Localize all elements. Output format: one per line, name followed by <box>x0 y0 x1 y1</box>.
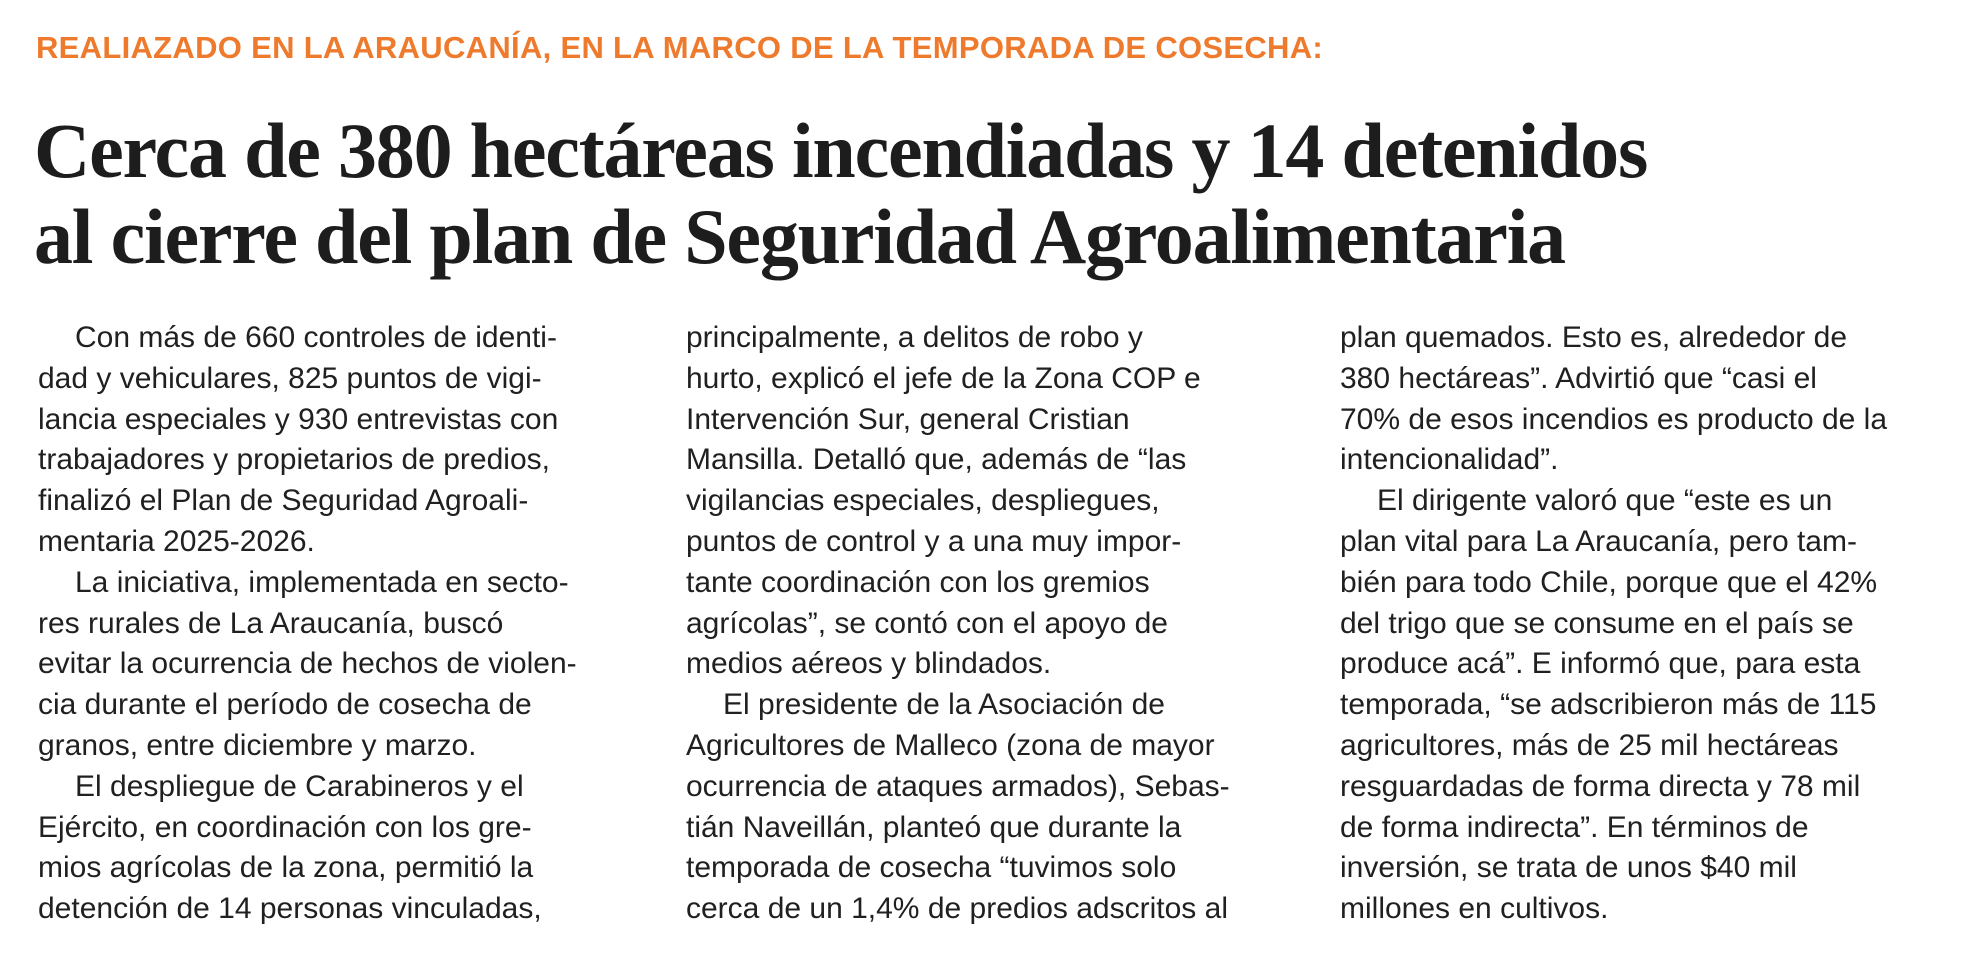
body-text-line: medios aéreos y blindados. <box>686 647 1052 681</box>
body-text-line: dad y vehiculares, 825 puntos de vigi- <box>38 361 542 395</box>
body-text-line: agricultores, más de 25 mil hectáreas <box>1340 728 1839 762</box>
body-text-line: de forma indirecta”. En términos de <box>1340 810 1809 844</box>
article-kicker: REALIAZADO EN LA ARAUCANÍA, EN LA MARCO DE LA TEMPORADA DE COSECHA: <box>36 30 1324 65</box>
body-text-line: tián Naveillán, planteó que durante la <box>686 810 1182 844</box>
body-text-line: evitar la ocurrencia de hechos de violen- <box>38 647 577 681</box>
body-text-line: millones en cultivos. <box>1340 892 1609 926</box>
body-text-line: Ejército, en coordinación con los gre- <box>38 810 532 844</box>
body-text-line: El despliegue de Carabineros y el <box>75 769 524 803</box>
article-headline <box>34 108 1647 280</box>
body-text-line: trabajadores y propietarios de predios, <box>38 443 550 477</box>
body-text-line: El dirigente valoró que “este es un <box>1377 484 1833 518</box>
body-text-line: puntos de control y a una muy impor- <box>686 524 1182 558</box>
body-text-line: mios agrícolas de la zona, permitió la <box>38 851 534 885</box>
body-text-line: detención de 14 personas vinculadas, <box>38 892 542 926</box>
body-text-line: Con más de 660 controles de identi- <box>75 321 557 354</box>
body-text-line: mentaria 2025-2026. <box>38 524 315 558</box>
body-text-line: Mansilla. Detalló que, además de “las <box>686 443 1187 477</box>
body-text-line: vigilancias especiales, despliegues, <box>686 484 1160 518</box>
body-text-line: finalizó el Plan de Seguridad Agroali- <box>38 484 529 518</box>
body-text-line: cia durante el período de cosecha de <box>38 688 532 722</box>
headline-line: Cerca de 380 hectáreas incendiadas y 14 detenidos <box>34 107 1648 194</box>
body-text-line: temporada, “se adscribieron más de 115 <box>1340 688 1877 722</box>
body-text-line: La iniciativa, implementada en secto- <box>75 565 569 599</box>
article-column-3 <box>1340 318 1950 930</box>
body-text-line: del trigo que se consume en el país se <box>1340 606 1854 640</box>
body-text-line: ocurrencia de ataques armados), Sebas- <box>686 769 1230 803</box>
body-text-line: principalmente, a delitos de robo y <box>686 321 1143 354</box>
body-text-line: res rurales de La Araucanía, buscó <box>38 606 504 640</box>
body-text-line: 380 hectáreas”. Advirtió que “casi el <box>1340 361 1817 395</box>
body-text-line: hurto, explicó el jefe de la Zona COP e <box>686 361 1201 395</box>
article-column-2 <box>686 318 1296 930</box>
article-column-1 <box>38 318 648 930</box>
body-text-line: inversión, se trata de unos $40 mil <box>1340 851 1797 885</box>
body-text-line: El presidente de la Asociación de <box>723 688 1165 722</box>
body-text-line: cerca de un 1,4% de predios adscritos al <box>686 892 1228 926</box>
headline-line: al cierre del plan de Seguridad Agroalimentaria <box>34 193 1565 280</box>
body-text-line: plan quemados. Esto es, alrededor de <box>1340 321 1847 354</box>
body-text-line: 70% de esos incendios es producto de la <box>1340 402 1888 436</box>
body-text-line: produce acá”. E informó que, para esta <box>1340 647 1861 681</box>
body-text-line: temporada de cosecha “tuvimos solo <box>686 851 1177 885</box>
body-text-line: granos, entre diciembre y marzo. <box>38 728 477 762</box>
body-text-line: plan vital para La Araucanía, pero tam- <box>1340 524 1857 558</box>
body-text-line: Agricultores de Malleco (zona de mayor <box>686 728 1215 762</box>
body-text-line: agrícolas”, se contó con el apoyo de <box>686 606 1168 640</box>
body-text-line: tante coordinación con los gremios <box>686 565 1150 599</box>
body-text-line: resguardadas de forma directa y 78 mil <box>1340 769 1861 803</box>
body-text-line: intencionalidad”. <box>1340 443 1559 477</box>
body-text-line: bién para todo Chile, porque que el 42% <box>1340 565 1878 599</box>
body-text-line: lancia especiales y 930 entrevistas con <box>38 402 559 436</box>
body-text-line: Intervención Sur, general Cristian <box>686 402 1130 436</box>
